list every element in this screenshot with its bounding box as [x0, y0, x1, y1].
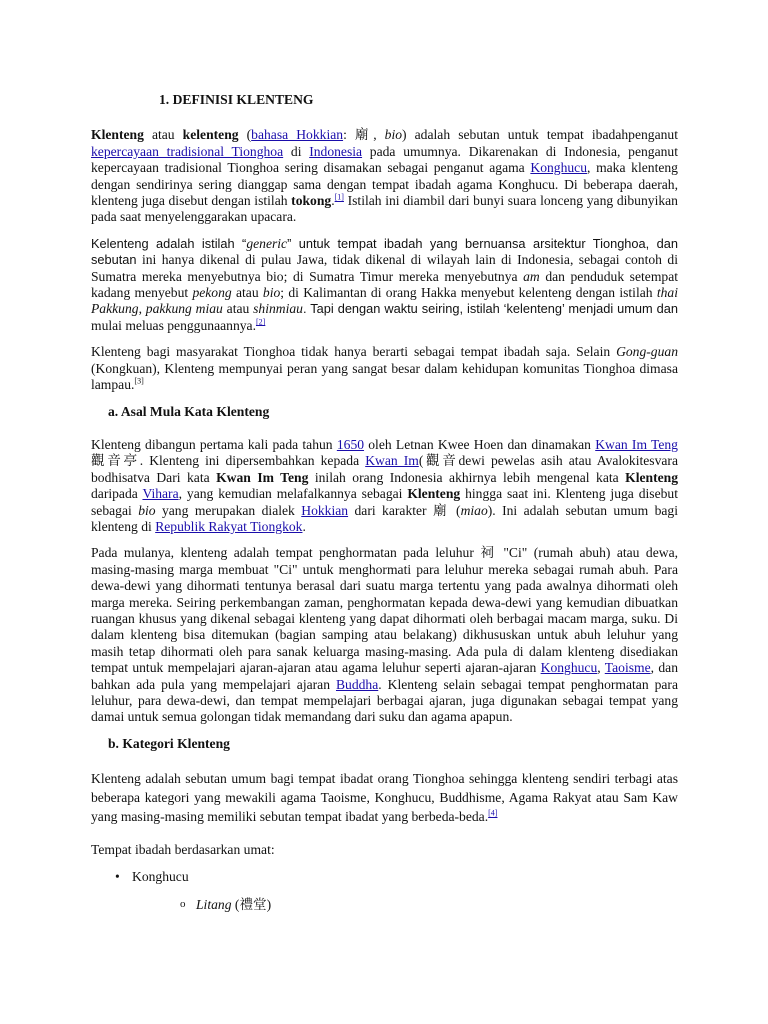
text: dan penduduk setempat kadang menyebut	[91, 268, 678, 301]
link-kwan-im-teng[interactable]: Kwan Im Teng	[595, 436, 678, 452]
text: Klenteng adalah sebutan umum bagi tempat ibadat orang Tionghoa sehingga klenteng sendiri terbagi atas beberapa kategori yang mewakili agama Taoisme, Konghucu, Buddhisme, Agama Rakyat atau Sam Kaw yang masing-masing memiliki sebutan tempat ibadat yang berbeda-beda.	[91, 771, 678, 825]
text: Kelenteng adalah istilah “	[91, 235, 247, 251]
text-italic: bio	[384, 127, 403, 143]
link-1650[interactable]: 1650	[336, 436, 365, 452]
term-klenteng: Klenteng	[625, 469, 679, 485]
footnote-ref-2[interactable]: [2]	[255, 317, 266, 327]
text: hingga saat ini. Klenteng juga disebut sebagai	[91, 486, 678, 518]
footnote-ref-4[interactable]: [4]	[488, 808, 498, 818]
text: (觀音dewi pewelas asih atau Avalokitesvara bodhisatva Dari kata	[91, 453, 678, 485]
text: (禮堂)	[231, 897, 272, 913]
footnote-ref-3: [3]	[134, 376, 144, 386]
text-italic: am	[523, 268, 540, 284]
paragraph-origin	[91, 437, 678, 535]
text: ,	[138, 301, 146, 317]
text-italic: Gong-guan	[616, 344, 678, 360]
document-body	[91, 92, 678, 927]
list-item-label: Konghucu	[132, 868, 189, 884]
text: ,	[597, 660, 605, 676]
text: . Tapi dengan waktu seiring, istilah ‘kelenteng’ menjadi umum dan	[302, 301, 679, 317]
text: (Kongkuan), Klenteng mempunyai peran yang sangat besar dalam kehidupan komunitas Tionghoa dimasa lampau.	[91, 360, 678, 393]
link-konghucu[interactable]: Konghucu	[540, 660, 598, 676]
text: , maka klenteng dengan sendirinya sering dianggap sama dengan tempat ibadah agama Konghucu. Di beberapa daerah, klenteng juga disebut dengan istilah	[91, 160, 678, 209]
sub-list	[132, 897, 678, 913]
text-italic: bio	[138, 502, 156, 518]
text: oleh Letnan Kwee Hoen dan dinamakan	[364, 436, 596, 452]
subsection-title-a: a. Asal Mula Kata Klenteng	[108, 403, 270, 419]
paragraph-definition	[91, 127, 678, 225]
text: pada umumnya. Dikarenakan di Indonesia, penganut kepercayaan tradisional Tionghoa sering disamakan sebagai penganut agama	[91, 143, 678, 176]
paragraph-generic-term	[91, 236, 678, 334]
text-italic: generic	[246, 235, 288, 251]
text: , yang kemudian melafalkannya sebagai	[178, 486, 408, 502]
link-indonesia[interactable]: Indonesia	[309, 143, 363, 159]
link-konghucu[interactable]: Konghucu	[530, 160, 588, 176]
text: atau	[222, 301, 254, 317]
text-italic: pekong	[192, 285, 232, 301]
term-klenteng: Klenteng	[407, 486, 461, 502]
sub-list-item	[180, 897, 678, 913]
term-kelenteng: kelenteng	[182, 127, 239, 143]
text: Pada mulanya, klenteng adalah tempat penghormatan pada leluhur 祠 "Ci" (rumah abuh) atau dewa, masing-masing marga membuat "Ci" untuk menghormati para leluhur mereka sebagai rumah abuh. Para dewa-dewi yang dihormati tentunya berasal dari suatu marga tertentu yang pada awalnya dihormati oleh marga mereka. Seiring perkembangan zaman, penghormatan kepada dewa-dewi yang kemudian dibuatkan ruangan khusus yang dikenal sebagai klenteng yang dapat dihormati oleh berbagai macam marga, suku. Di dalam klenteng bisa ditemukan (bagian samping atau belakang) dikhususkan untuk abuh leluhur yang masih tetap dihormati oleh para sanak keluarga masing-masing. Ada pula di dalam klenteng disediakan tempat untuk mempelajari ajaran-ajaran atau agama leluhur seperti ajaran-ajaran	[91, 545, 678, 676]
text: : 廟,	[343, 127, 385, 143]
list-item	[115, 869, 678, 914]
paragraph-list-intro: Tempat ibadah berdasarkan umat:	[91, 842, 275, 858]
text: mulai meluas penggunaannya.	[91, 317, 256, 333]
paragraph-history	[91, 545, 678, 725]
text: 觀音亭. Klenteng ini dipersembahkan kepada	[91, 453, 366, 469]
text: Klenteng bagi masyarakat Tionghoa tidak hanya berarti sebagai tempat ibadah saja. Selain	[91, 344, 617, 360]
paragraph-role	[91, 344, 678, 393]
text: inilah orang Indonesia akhirnya lebih mengenal kata	[308, 469, 626, 485]
text: di	[283, 143, 310, 159]
link-kwan-im[interactable]: Kwan Im	[365, 453, 419, 469]
term-tokong: tokong	[291, 193, 332, 209]
footnote-ref-1[interactable]: [1]	[334, 192, 344, 202]
text: .	[302, 518, 306, 534]
paragraph-categories	[91, 769, 678, 826]
term-klenteng: Klenteng	[91, 127, 144, 143]
text: , dan bahkan ada pula yang mempelajari ajaran	[91, 660, 678, 692]
text-italic: miao	[460, 502, 488, 518]
text-italic: pakkung miau	[145, 301, 223, 317]
religion-list	[91, 869, 678, 914]
text: .	[331, 193, 335, 209]
section-title: 1. DEFINISI KLENTENG	[159, 92, 314, 107]
text: (	[238, 127, 252, 143]
text-italic: Litang	[196, 897, 232, 913]
text-italic: thai Pakkung	[91, 285, 678, 317]
text: ) adalah sebutan untuk tempat ibadahpenganut	[402, 127, 678, 143]
link-buddha[interactable]: Buddha	[335, 676, 379, 692]
link-kepercayaan-tradisional[interactable]: kepercayaan tradisional Tionghoa	[91, 143, 284, 159]
text: ; di Kalimantan di orang Hakka menyebut kelenteng dengan istilah	[280, 285, 657, 301]
text: ). Ini adalah sebutan umum bagi klenteng di	[91, 502, 678, 534]
text-italic: bio	[262, 285, 281, 301]
text: daripada	[91, 486, 143, 502]
link-bahasa-hokkian[interactable]: bahasa Hokkian	[251, 127, 344, 143]
text: . Klenteng selain sebagai tempat penghormatan para leluhur, para dewa-dewi, dan tempat mempelajari berbagai ajaran, juga digunakan sebagai tempat yang damai untuk semua golongan tidak memandang dari suku dan agama apapun.	[91, 676, 678, 725]
text: yang merupakan dialek	[155, 502, 302, 518]
subsection-title-b: b. Kategori Klenteng	[108, 735, 230, 751]
text-italic: shinmiau	[253, 301, 303, 317]
link-hokkian[interactable]: Hokkian	[301, 502, 349, 518]
text: ” untuk tempat ibadah yang bernuansa arsitektur Tionghoa, dan sebutan	[91, 235, 678, 268]
text: Istilah ini diambil dari bunyi suara lonceng yang dibunyikan pada saat menyelenggarakan upacara.	[91, 193, 678, 225]
text: atau	[231, 285, 263, 301]
text: dari karakter 廟 (	[348, 502, 461, 518]
link-vihara[interactable]: Vihara	[142, 486, 179, 502]
text: ini hanya dikenal di pulau Jawa, tidak dikenal di wilayah lain di Indonesia, sebagai contoh di Sumatra mereka menyebutnya bio; di Sumatra Timur mereka menyebutnya	[91, 252, 678, 284]
link-taoisme[interactable]: Taoisme	[604, 660, 651, 676]
text: atau	[143, 127, 183, 143]
link-republik-rakyat-tiongkok[interactable]: Republik Rakyat Tiongkok	[155, 518, 303, 534]
text: Klenteng dibangun pertama kali pada tahun	[91, 436, 337, 452]
term-kwan-im-teng: Kwan Im Teng	[216, 469, 309, 485]
